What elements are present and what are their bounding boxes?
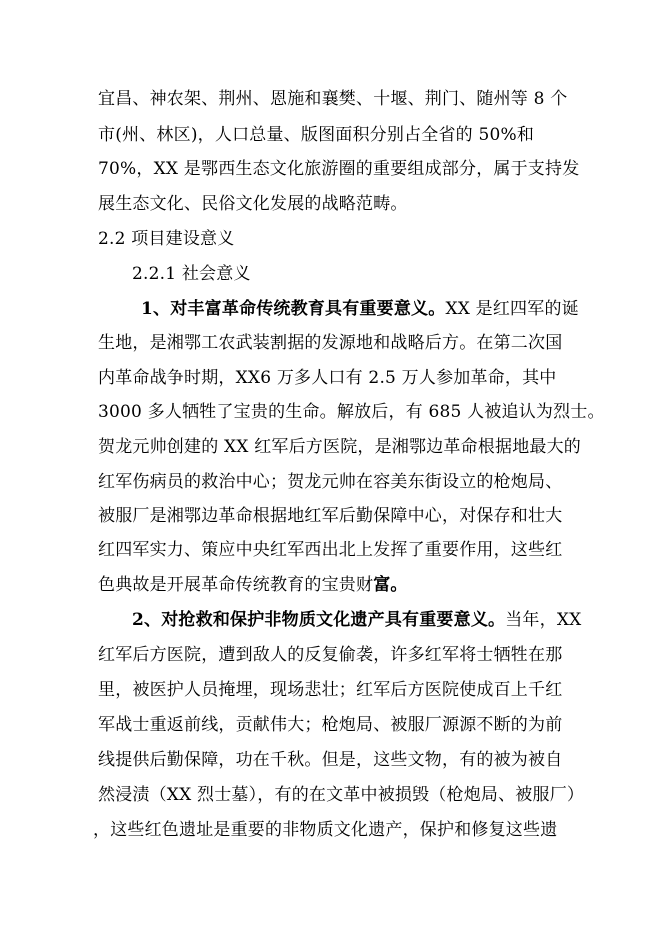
line-text: XX 是红四军的诞	[445, 299, 579, 319]
text-line-8	[98, 333, 562, 353]
text-line-9	[98, 368, 556, 388]
line-text: 生地，是湘鄂工农武装割据的发源地和战略后方。在第二次国	[98, 333, 563, 353]
line-text: ，这些红色遗址是重要的非物质文化遗产，保护和修复这些遗	[93, 820, 558, 840]
text-line-10	[98, 402, 605, 422]
paragraph-1-lead: 1、对丰富革命传统教育具有重要意义。	[141, 299, 446, 319]
text-line-15	[98, 575, 408, 595]
text-line-2	[98, 125, 534, 145]
line-text: 线提供后勤保障，功在千秋。但是，这些文物，有的被为被自	[98, 750, 563, 770]
line-text: 然浸渍（XX 烈士墓），有的在文革中被损毁（枪炮局、被服厂）	[98, 785, 585, 805]
section-heading-text: 2.2 项目建设意义	[98, 229, 235, 249]
line-text: 展生态文化、民俗文化发展的战略范畴。	[98, 194, 408, 214]
text-line-18	[98, 680, 562, 700]
line-text: 70%，XX 是鄂西生态文化旅游圈的重要组成部分，属于支持发	[98, 159, 580, 179]
text-line-4	[98, 194, 408, 214]
line-text: 被服厂是湘鄂边革命根据地红军后勤保障中心，对保存和壮大	[98, 506, 563, 526]
line-text: 红军伤病员的救治中心；贺龙元帅在容美东街设立的枪炮局、	[98, 472, 563, 492]
section-heading	[98, 229, 234, 249]
paragraph-2-line-1	[132, 610, 581, 630]
text-line-21	[98, 785, 584, 805]
line-text: 3000 多人牺牲了宝贵的生命。解放后，有 685 人被追认为烈士。	[98, 402, 605, 422]
text-line-20	[98, 750, 562, 770]
line-text: 红四军实力、策应中央红军西出北上发挥了重要作用，这些红	[98, 540, 563, 560]
line-text: 里，被医护人员掩埋，现场悲壮；红军后方医院使成百上千红	[98, 680, 563, 700]
text-line-1	[98, 89, 567, 109]
line-text: 军战士重返前线，贡献伟大；枪炮局、被服厂源源不断的为前	[98, 715, 563, 735]
paragraph-2-lead: 2、对抢救和保护非物质文化遗产具有重要意义。	[132, 610, 506, 630]
text-line-19	[98, 715, 562, 735]
line-text: 宜昌、神农架、荆州、恩施和襄樊、十堰、荆门、随州等 8 个	[98, 89, 568, 109]
line-text: 色典故是开展革命传统教育的宝贵财	[98, 575, 374, 595]
text-line-3	[98, 159, 579, 179]
line-text: 市(州、林区)，人口总量、版图面积分别占全省的 50%和	[98, 125, 535, 145]
text-line-14	[98, 540, 562, 560]
line-text: 红军后方医院，遭到敌人的反复偷袭，许多红军将士牺牲在那	[98, 645, 563, 665]
line-text: 贺龙元帅创建的 XX 红军后方医院，是湘鄂边革命根据地最大的	[98, 437, 582, 457]
text-line-12	[98, 472, 562, 492]
text-line-13	[98, 506, 562, 526]
line-text: 当年，XX	[505, 610, 582, 630]
text-line-11	[98, 437, 581, 457]
paragraph-1-line-1	[141, 299, 579, 319]
subsection-heading-text: 2.2.1 社会意义	[132, 264, 251, 284]
text-line-22	[93, 820, 557, 840]
line-tail-bold: 富。	[373, 575, 408, 595]
text-line-17	[98, 645, 562, 665]
subsection-heading	[132, 264, 251, 284]
line-text: 内革命战争时期，XX6 万多人口有 2.5 万人参加革命，其中	[98, 368, 557, 388]
